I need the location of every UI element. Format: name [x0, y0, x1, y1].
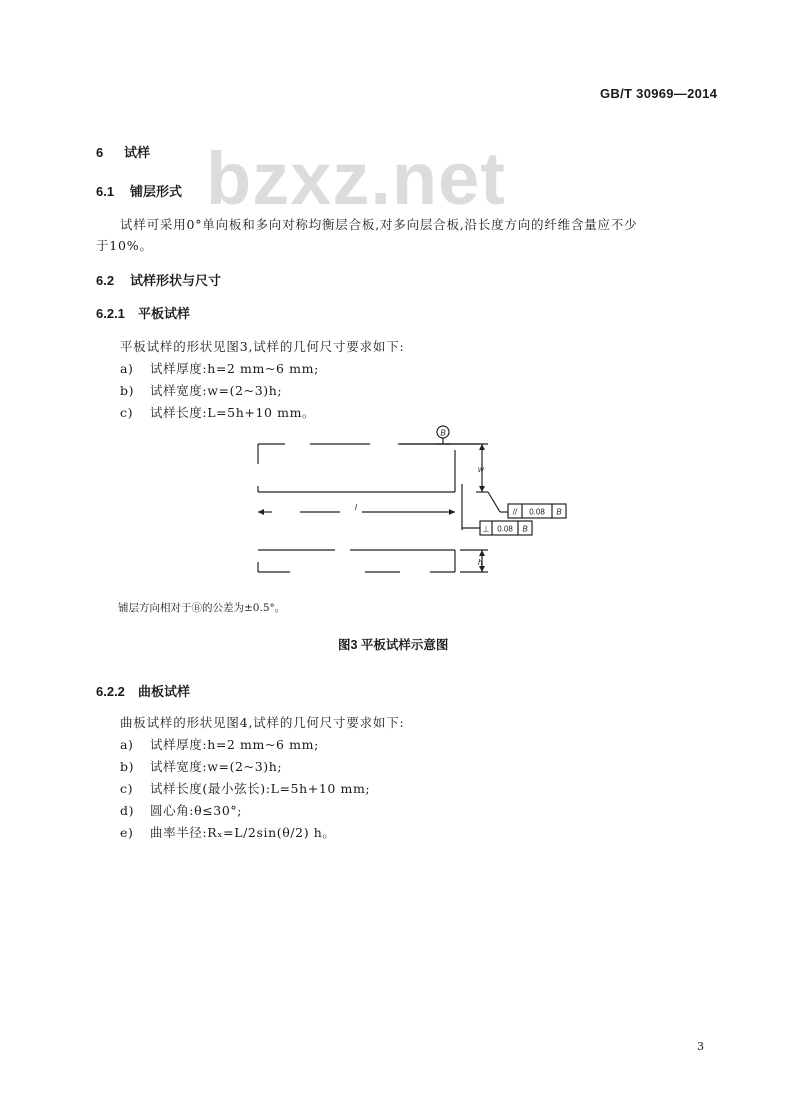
list-marker: a) [120, 737, 134, 752]
list-item [120, 359, 319, 377]
perpendicularity-tolerance-frame [462, 521, 532, 535]
list-text: 试样宽度:w=(2~3)h; [150, 383, 283, 398]
figure-note: 铺层方向相对于Ⓑ的公差为±0.5°。 [118, 602, 286, 614]
section-title: 铺层形式 [130, 184, 183, 199]
list-text: 试样长度(最小弦长):L=5h+10 mm; [150, 781, 371, 796]
perpendicularity-value: 0.08 [497, 524, 513, 534]
thickness-dimension [460, 550, 488, 572]
section-number: 6.2 [96, 273, 115, 288]
list-text: 圆心角:θ≤30°; [150, 803, 243, 818]
figure-caption: 图3 平板试样示意图 [338, 638, 449, 652]
list-marker: b) [120, 759, 135, 774]
watermark: bzxz.net [206, 137, 506, 220]
section-6-2-heading [96, 270, 221, 289]
list-text: 试样宽度:w=(2~3)h; [150, 759, 283, 774]
length-dimension [258, 484, 462, 530]
parallelism-symbol: // [512, 507, 518, 517]
datum-label: B [440, 428, 446, 438]
list-marker: c) [120, 781, 134, 796]
list-text: 试样厚度:h=2 mm~6 mm; [150, 361, 319, 376]
section-number: 6 [96, 145, 104, 160]
standard-number: GB/T 30969—2014 [600, 86, 718, 101]
section-6-2-2-heading [96, 681, 190, 700]
dimension-w-label: w [478, 465, 484, 474]
datum-b-symbol [436, 426, 450, 444]
list-marker: e) [120, 825, 134, 840]
width-dimension [476, 444, 488, 492]
list-text: 试样厚度:h=2 mm~6 mm; [150, 737, 319, 752]
list-item [120, 757, 282, 775]
section-title: 曲板试样 [138, 684, 191, 699]
section-6-2-1-heading [96, 303, 190, 322]
section-number: 6.1 [96, 184, 115, 199]
section-6-heading [96, 142, 150, 161]
top-view-outline [258, 444, 480, 492]
section-title: 试样形状与尺寸 [130, 273, 222, 288]
dimension-l-label: l [355, 503, 357, 512]
list-item [120, 823, 336, 841]
list-item [120, 403, 315, 421]
page-number: 3 [697, 1040, 704, 1053]
paragraph-line: 于10%。 [96, 238, 153, 253]
list-marker: c) [120, 405, 134, 420]
curved-specimen-intro: 曲板试样的形状见图4,试样的几何尺寸要求如下: [120, 715, 405, 730]
figure-3-drawing [250, 420, 590, 590]
parallelism-tolerance-frame [488, 492, 566, 518]
dimension-h-label: h [478, 558, 483, 567]
perpendicularity-symbol: ⊥ [482, 524, 490, 534]
side-view-outline [258, 550, 455, 572]
section-number: 6.2.2 [96, 684, 125, 699]
section-number: 6.2.1 [96, 306, 125, 321]
list-marker: d) [120, 803, 135, 818]
list-text: 试样长度:L=5h+10 mm。 [150, 405, 316, 420]
list-marker: a) [120, 361, 134, 376]
list-marker: b) [120, 383, 135, 398]
perpendicularity-datum: B [522, 524, 528, 534]
parallelism-value: 0.08 [529, 507, 545, 517]
flat-specimen-intro: 平板试样的形状见图3,试样的几何尺寸要求如下: [120, 339, 405, 354]
list-item [120, 801, 242, 819]
list-item [120, 381, 282, 399]
paragraph-line: 试样可采用0°单向板和多向对称均衡层合板,对多向层合板,沿长度方向的纤维含量应不少 [120, 217, 638, 232]
list-item [120, 735, 319, 753]
section-6-1-heading [96, 181, 182, 200]
list-item [120, 779, 370, 797]
list-text: 曲率半径:Rₓ=L/2sin(θ/2) h。 [150, 825, 336, 840]
parallelism-datum: B [556, 507, 562, 517]
section-title: 平板试样 [138, 306, 191, 321]
section-title: 试样 [124, 145, 151, 160]
